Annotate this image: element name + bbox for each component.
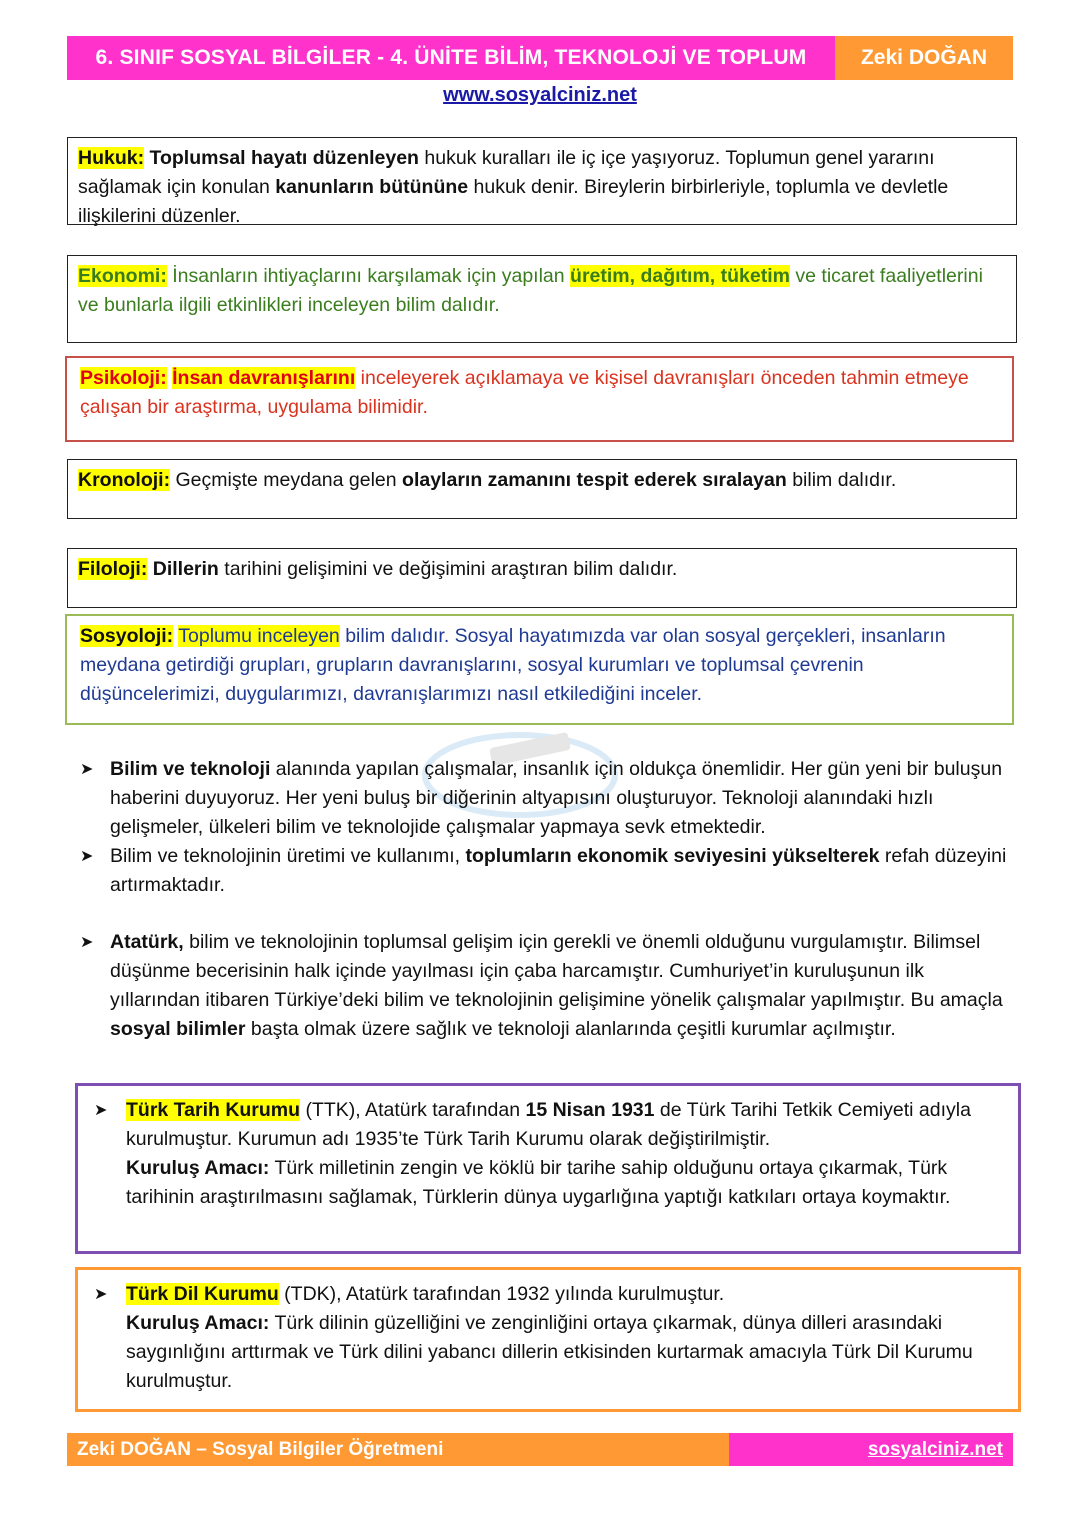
highlight-text: Toplumu inceleyen [178,625,340,647]
page-header [67,36,1013,80]
term-label: Filoloji: [78,558,148,580]
arrow-bullet-icon: ➤ [80,761,94,778]
tdk-box [75,1267,1021,1412]
arrow-bullet-icon: ➤ [80,848,94,865]
bold-text: kanunların bütününe [275,176,469,198]
author-name: Zeki DOĞAN [835,36,1013,80]
text: Geçmişte meydana gelen [170,469,403,491]
bold-text: toplumların ekonomik seviyesini yükselterek [465,845,880,867]
highlight-text: Türk Dil Kurumu [126,1283,279,1305]
bold-text: Bilim ve teknoloji [110,758,271,780]
term-label: Kronoloji: [78,469,171,491]
website-link[interactable]: www.sosyalciniz.net [443,84,637,106]
text: İnsanların ihtiyaçlarını karşılamak için yapılan [166,265,571,287]
text: hukuk kuralları ile iç içe yaşıyoruz. Toplumun genel yararını sağlamak için konulan [78,147,935,198]
page-title: 6. SINIF SOSYAL BİLGİLER - 4. ÜNİTE BİLİM, TEKNOLOJİ VE TOPLUM [67,36,835,80]
bold-text: Kuruluş Amacı: [126,1312,270,1334]
arrow-bullet-icon: ➤ [94,1286,108,1303]
list-item [80,755,1010,842]
ttk-box [75,1083,1021,1254]
definition-psikoloji [65,356,1014,442]
definition-ekonomi [67,255,1017,343]
text: (TDK), Atatürk tarafından 1932 yılında kurulmuştur. [278,1283,725,1305]
highlight-text: üretim, dağıtım, tüketim [570,265,790,287]
term-label: Sosyoloji: [80,625,174,647]
bold-text: 15 Nisan 1931 [525,1099,655,1121]
list-item [94,1096,1004,1212]
definition-kronoloji [67,459,1017,519]
term-label: Ekonomi: [78,265,167,287]
list-item [80,928,1010,1044]
arrow-bullet-icon: ➤ [80,934,94,951]
bold-text: Atatürk, [110,931,184,953]
highlight-text: Türk Tarih Kurumu [126,1099,301,1121]
text: bilim dalıdır. Sosyal hayatımızda var olan sosyal gerçekleri, insanların meydana getirdiği grupları, grupların davranışlarını, sosyal kurumları ve toplumsal çevrenin düşüncelerimizi, duygularımızı, davranışlarımızı nasıl etkilediğini inceler. [80,625,946,705]
bold-text: Kuruluş Amacı: [126,1157,270,1179]
term-label: Hukuk: [78,147,145,169]
definition-filoloji [67,548,1017,608]
text: tarihini gelişimini ve değişimini araştıran bilim dalıdır. [218,558,678,580]
text: bilim ve teknolojinin toplumsal gelişim için gerekli ve önemli olduğunu vurgulamıştır. Bilimsel düşünme becerisinin halk içinde yayılması için çaba harcamıştır. Cumhuriyet’in kuruluşunun ilk yıllarından itibaren Türkiye’deki bilim ve teknolojinin gelişimine yönelik çalışmalar yapılmıştır. Bu amaçla [110,931,1003,1011]
highlight-text: İnsan davranışlarını [172,367,356,389]
text: bilim dalıdır. [786,469,897,491]
list-item [94,1280,1004,1396]
term-label: Psikoloji: [80,367,167,389]
text: Türk milletinin zengin ve köklü bir tarihe sahip olduğunu ortaya çıkarmak, Türk tarihinin araştırılmasını sağlamak, Türklerin dünya uygarlığına yaptığı katkıları ortaya koymaktır. [126,1157,951,1208]
bold-text: olayların zamanını tespit ederek sıralayan [402,469,787,491]
footer-author: Zeki DOĞAN – Sosyal Bilgiler Öğretmeni [67,1433,729,1466]
text: (TTK), Atatürk tarafından [300,1099,526,1121]
page-footer [67,1433,1013,1466]
text: de Türk Tarihi Tetkik Cemiyeti adıyla kurulmuştur. Kurumun adı 1935’te Türk Tarih Kurumu olarak değiştirilmiştir. [126,1099,971,1150]
list-item [80,842,1010,900]
bullet-list-2 [80,928,1010,1044]
text: Bilim ve teknolojinin üretimi ve kullanımı, [110,845,466,867]
definition-sosyoloji [65,614,1014,725]
text: başta olmak üzere sağlık ve teknoloji alanlarında çeşitli kurumlar açılmıştır. [245,1018,896,1040]
definition-hukuk [67,137,1017,225]
text: ve ticaret faaliyetlerini ve bunlarla ilgili etkinlikleri inceleyen bilim dalıdır. [78,265,983,316]
text: Türk dilinin güzelliğini ve zenginliğini ortaya çıkarmak, dünya dilleri arasındaki saygınlığını arttırmak ve Türk dilini yabancı dillerin etkisinden kurtarmak amacıyla Türk Dil Kurumu kurulmuştur. [126,1312,973,1392]
bold-text: Dillerin [152,558,219,580]
text: hukuk denir. Bireylerin birbirleriyle, toplumla ve devletle ilişkilerini düzenler. [78,176,949,227]
bold-text: sosyal bilimler [110,1018,246,1040]
text: inceleyerek açıklamaya ve kişisel davranışları önceden tahmin etmeye çalışan bir araştırma, uygulama bilimidir. [80,367,969,418]
footer-link[interactable]: sosyalciniz.net [729,1433,1013,1466]
bullet-list-1 [80,755,1010,900]
text: refah düzeyini artırmaktadır. [110,845,1007,896]
arrow-bullet-icon: ➤ [94,1102,108,1119]
text: alanında yapılan çalışmalar, insanlık için oldukça önemlidir. Her gün yeni bir buluşun haberini duyuyoruz. Her yeni buluş bir diğerinin altyapısını oluşturuyor. Teknoloji alanındaki hızlı gelişmeler, ülkeleri bilim ve teknolojide çalışmalar yapmaya sevk etmektedir. [110,758,1003,838]
bold-text: Toplumsal hayatı düzenleyen [149,147,419,169]
